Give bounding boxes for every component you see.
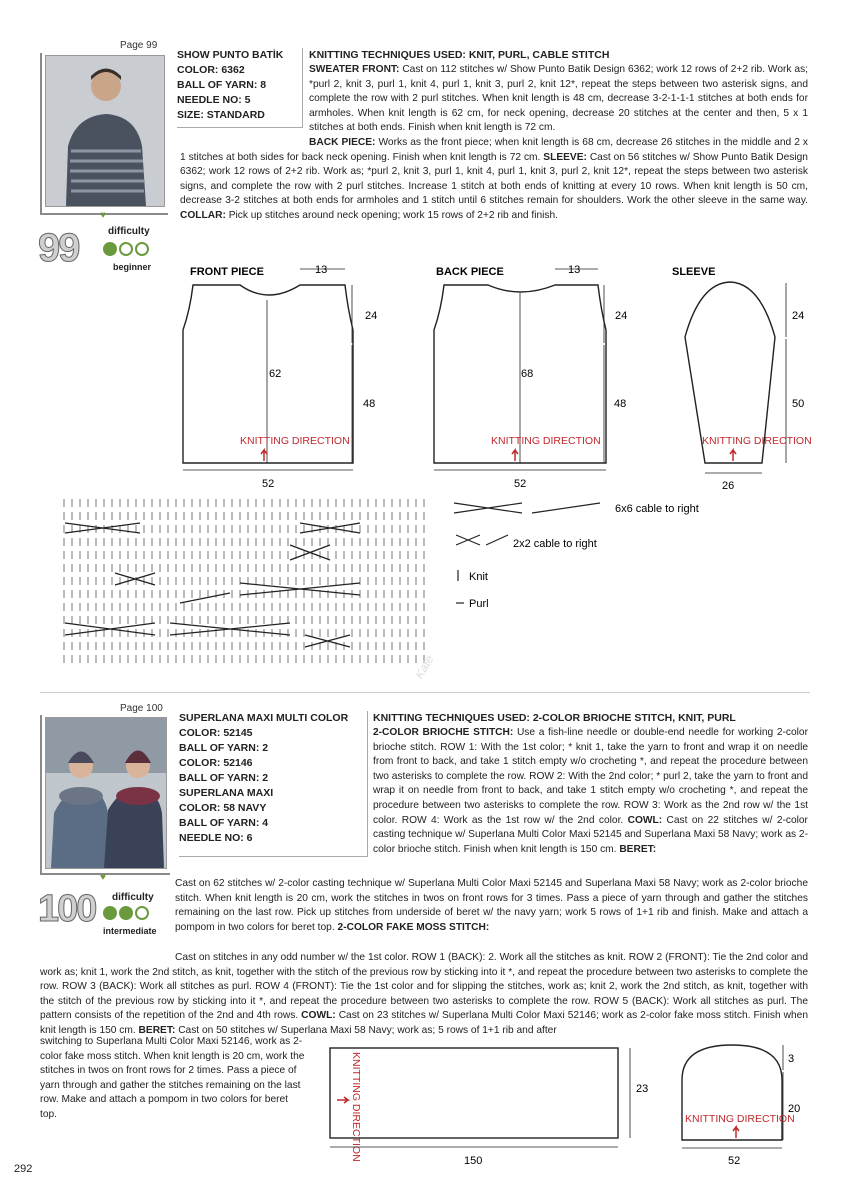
- spec-line: COLOR: 52145: [179, 727, 253, 739]
- difficulty-label: difficulty: [112, 892, 154, 903]
- spec-line: NEEDLE NO: 5: [177, 94, 251, 106]
- beret-width-dim: 52: [728, 1155, 741, 1167]
- spec-line: SUPERLANA MAXI: [179, 787, 274, 799]
- front-armhole-dim: 24: [365, 310, 378, 322]
- section-heading: BERET:: [138, 1024, 176, 1036]
- section-text: Cast on 22 stitches w/ 2-color casting technique w/ Superlana Multi Color Maxi 52145 and Superlana Maxi 58 Navy; work as 2-color brioche stitch. Finish when knit length is 150 cm.: [373, 814, 808, 855]
- spec-line: SUPERLANA MAXI MULTI COLOR: [179, 712, 349, 724]
- section-text: Cast on 112 stitches w/ Show Punto Batik Design 6362; work 12 rows of 2+2 rib. Work as; *purl 2, knit 3, purl 1, knit 4, purl 1, knit 3, purl 2, knit 12*, repeat the steps between two asterisk signs, and complete the row with 2 purl stitches. When knit length is 48 cm, decrease 3-2-1-1-1 stitches at both ends for armholes. When knit length is 62 cm, for neck opening, decrease 20 stitches at the center and then, 5 x 1 stitches at both ends. Finish when knit length is 72 cm.: [309, 64, 808, 134]
- section-text: Works as the front piece; when knit length is 68 cm, decrease 26 stitches in the middle and 2 x 1 stitches at both sides for back neck opening. Finish when knit length is 72 cm.: [180, 137, 808, 163]
- page-label-100: Page 100: [120, 703, 163, 714]
- heart-icon: ♥: [100, 872, 106, 883]
- section-heading: SLEEVE:: [543, 151, 587, 163]
- beret-top-dim: 3: [788, 1053, 795, 1065]
- back-armhole-dim: 24: [615, 310, 628, 322]
- difficulty-label: difficulty: [108, 226, 150, 237]
- sweater-front-text: [309, 63, 808, 136]
- front-total-dim: 62: [269, 368, 282, 380]
- legend-knit: Knit: [469, 571, 488, 583]
- spec-line: BALL OF YARN: 2: [179, 772, 269, 784]
- yarn-specs-100: [179, 711, 369, 846]
- cowl-length-dim: 150: [464, 1155, 483, 1167]
- spec-line: COLOR: 52146: [179, 757, 253, 769]
- spec-line: SHOW PUNTO BATİK: [177, 49, 284, 61]
- beret-outline: [682, 1045, 782, 1140]
- techniques-99: KNITTING TECHNIQUES USED: KNIT, PURL, CABLE STITCH: [309, 49, 610, 61]
- fakemoss-text: [40, 951, 808, 1039]
- back-title: BACK PIECE: [436, 266, 504, 278]
- front-body-dim: 48: [363, 398, 376, 410]
- arrow-up-icon: [512, 450, 518, 461]
- section-text: Cast on 62 stitches w/ 2-color casting technique w/ Superlana Multi Color Maxi 52145 and Superlana Maxi 58 Navy; work as 2-color brioche stitch. When knit length is 20 cm, work the stitches in twos on front rows for 3 times. Pass a piece of yarn through and gather the stitches remaining on the last row. Pick up stitches from underside of beret w/ the navy yarn; work 5 rows of 1+1 rib and finish. Make and attach a pompom in two colors for beret top.: [175, 878, 808, 933]
- arrow-up-icon: [730, 450, 736, 461]
- difficulty-dot-icon: [135, 906, 149, 920]
- garment-schematics: [0, 255, 848, 495]
- spec-line: COLOR: 6362: [177, 64, 245, 76]
- brioche-text: [373, 726, 808, 857]
- beret1-text: [175, 877, 808, 935]
- section-heading: 2-COLOR FAKE MOSS STITCH:: [337, 921, 490, 933]
- difficulty-level: intermediate: [103, 926, 157, 936]
- section-heading: SWEATER FRONT:: [309, 64, 400, 75]
- page-label-99: Page 99: [120, 40, 158, 51]
- section-heading: BACK PIECE:: [309, 137, 376, 148]
- heart-icon: ♥: [100, 210, 106, 221]
- sleeve-direction: KNITTING DIRECTION: [702, 435, 812, 447]
- accessory-schematics: [0, 1030, 848, 1170]
- back-width-dim: 52: [514, 478, 527, 490]
- back-piece-text: [180, 136, 808, 224]
- cowl-beret-photo: [45, 717, 167, 869]
- sleeve-width-dim: 26: [722, 480, 735, 492]
- section-heading: COWL:: [627, 814, 663, 826]
- beret2-text: switching to Superlana Multi Color Maxi 52146, work as 2-color fake moss stitch. When knit length is 20 cm, work the stitches in twos on front rows for 2 times. Pass a piece of yarn through and gather the stitches remaining on the last row. Make and attach a pompom in two colors for beret top.: [40, 1036, 305, 1120]
- cowl-outline: [330, 1048, 618, 1138]
- legend-purl: Purl: [469, 598, 489, 610]
- section-heading: COLLAR:: [180, 209, 226, 221]
- difficulty-dot-icon: [103, 242, 117, 256]
- front-neck-dim: 13: [315, 264, 328, 276]
- spec-line: BALL OF YARN: 2: [179, 742, 269, 754]
- sweater-photo: [45, 55, 165, 207]
- difficulty-dot-icon: [135, 242, 149, 256]
- difficulty-rating: [103, 906, 151, 925]
- chart-legend: [450, 495, 750, 615]
- page-number: 292: [14, 1163, 33, 1175]
- section-heading: 2-COLOR BRIOCHE STITCH:: [373, 727, 514, 738]
- sleeve-length-dim: 50: [792, 398, 805, 410]
- divider: [179, 856, 368, 857]
- yarn-specs-99: [177, 48, 302, 123]
- front-title: FRONT PIECE: [190, 266, 264, 278]
- front-width-dim: 52: [262, 478, 275, 490]
- cable-crossings: [65, 523, 360, 647]
- beret-height-dim: 20: [788, 1103, 801, 1115]
- project-number-99: 99: [38, 226, 79, 270]
- legend-cable6: 6x6 cable to right: [615, 503, 699, 515]
- cowl-direction: KNITTING DIRECTION: [350, 1052, 362, 1162]
- spec-line: SIZE: STANDARD: [177, 109, 265, 121]
- section-text: Cast on 56 stitches w/ Show Punto Batik Design 6362; work 12 rows of 2+2 rib. Work as; *purl 2, knit 3, purl 1, knit 4, purl 1, knit 3, purl 2, knit 12*, repeat the steps between two asterisk signs, and complete the row with 2 purl stitches. Increase 1 stitch at both ends of knitting at every 10 rows. When knit length is 50 cm, decrease 3-2 stitches at both ends for armholes and 1 stitch until 6 stitches remain for shoulders. Work the other sleeve in the same way.: [180, 151, 808, 207]
- divider: [177, 127, 303, 128]
- section-divider: [40, 692, 810, 693]
- project-number-100: 100: [38, 888, 96, 930]
- difficulty-dot-icon: [103, 906, 117, 920]
- watermark: Kate: [412, 652, 437, 682]
- section-text: Cast on 23 stitches w/ Superlana Multi Color Maxi 52146; work as 2-color fake moss stitch. Finish when knit length is 150 cm.: [40, 1010, 808, 1036]
- section-text: Pick up stitches around neck opening; work 15 rows of 2+2 rib and finish.: [228, 209, 558, 221]
- legend-cable2: 2x2 cable to right: [513, 538, 597, 550]
- divider: [367, 711, 368, 856]
- techniques-100: KNITTING TECHNIQUES USED: 2-COLOR BRIOCHE STITCH, KNIT, PURL: [373, 712, 736, 724]
- difficulty-dot-icon: [119, 906, 133, 920]
- cowl-height-dim: 23: [636, 1083, 649, 1095]
- difficulty-dot-icon: [119, 242, 133, 256]
- section-text: Use a fish-line needle or double-end needle for working 2-color brioche stitch. ROW 1: With the 1st color; * knit 1, take the yarn to front and wrap it on needle from front to back, and take 1 stitch empty w/o crocheting *, and repeat the procedure between two asterisks to complete the row. ROW 2: With the 2nd color; * purl 2, take the yarn to front and wrap it on needle from front to back, and take 1 stitch empty w/o crocheting *, and repeat the procedure between two asterisks to complete the row. ROW 3: Work as the 2nd row w/ the 1st color. ROW 4: Work as the 1st row w/ the 2nd color.: [373, 727, 808, 826]
- stitch-chart: [60, 495, 435, 680]
- beret-direction: KNITTING DIRECTION: [685, 1113, 795, 1125]
- sleeve-title: SLEEVE: [672, 266, 716, 278]
- difficulty-level: beginner: [113, 262, 152, 272]
- spec-line: BALL OF YARN: 4: [179, 817, 269, 829]
- section-text: Cast on stitches in any odd number w/ the 1st color. ROW 1 (BACK): 2. Work all the stitches as knit. ROW 2 (FRONT): Tie the 2nd color and work as; knit 1, work the 2nd stitch, as knit, together with the stitch of the previous row by sticking into it *, and repeat the procedure between two asterisks to complete the row. ROW 3 (BACK): Work all stitches as purl. ROW 4 (FRONT): Tie the 1st color and for slipping the stitches, work as; knit 2, work the 2nd stitch, as knit, together with the stitch of the previous row by sticking into it *, and repeat the procedure between two asterisks to complete the row. ROW 5 (BACK): Work all stitches as purl. The pattern consists of the repetition of the 2nd and 4th rows.: [40, 952, 808, 1022]
- back-body-dim: 48: [614, 398, 627, 410]
- spec-line: COLOR: 58 NAVY: [179, 802, 267, 814]
- section-heading: BERET:: [619, 843, 657, 855]
- divider: [302, 48, 303, 128]
- arrow-right-icon: [337, 1097, 348, 1103]
- back-total-dim: 68: [521, 368, 534, 380]
- arrow-up-icon: [733, 1127, 739, 1138]
- front-direction: KNITTING DIRECTION: [240, 435, 350, 447]
- spec-line: NEEDLE NO: 6: [179, 832, 253, 844]
- back-direction: KNITTING DIRECTION: [491, 435, 601, 447]
- spec-line: BALL OF YARN: 8: [177, 79, 267, 91]
- sleeve-cap-dim: 24: [792, 310, 805, 322]
- back-neck-dim: 13: [568, 264, 581, 276]
- section-heading: COWL:: [301, 1010, 336, 1022]
- section-text: Cast on 50 stitches w/ Superlana Maxi 58 Navy; work as; 5 rows of 1+1 rib and after: [178, 1024, 557, 1036]
- arrow-up-icon: [261, 450, 267, 461]
